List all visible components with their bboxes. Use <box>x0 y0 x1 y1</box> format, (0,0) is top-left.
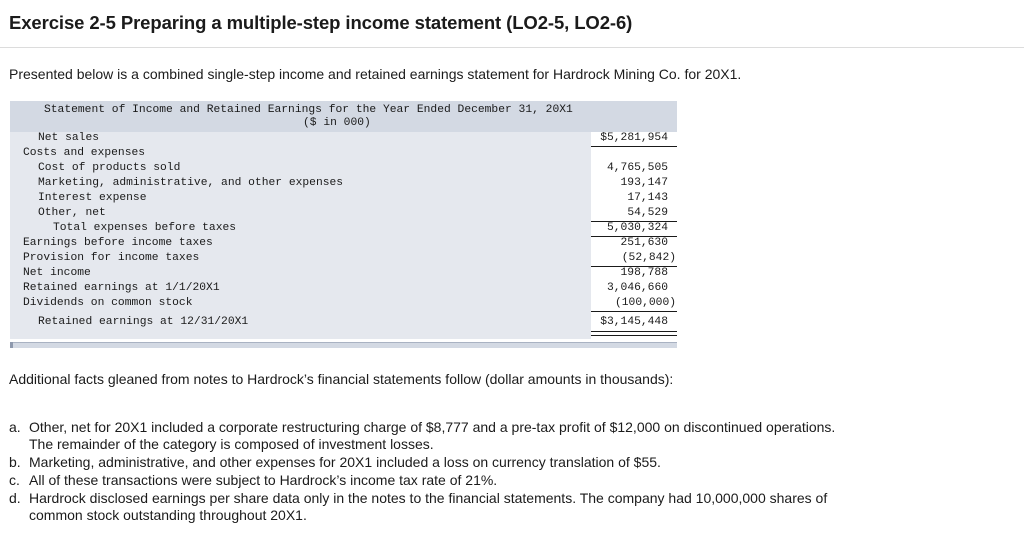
table-row <box>10 131 677 146</box>
row-amount: 5,030,324 <box>606 222 668 234</box>
statement-subtitle: ($ in 000) <box>303 117 371 129</box>
row-amount: $3,145,448 <box>600 316 668 328</box>
row-label: Costs and expenses <box>23 147 146 159</box>
row-label: Retained earnings at 12/31/20X1 <box>38 316 249 328</box>
row-amount: (100,000) <box>614 297 676 309</box>
row-label: Other, net <box>38 207 106 219</box>
row-amount: 3,046,660 <box>606 282 668 294</box>
row-label: Marketing, administrative, and other expenses <box>38 177 344 189</box>
fact-text: Other, net for 20X1 included a corporate restructuring charge of $8,777 and a pre-tax profit of $12,000 on discontinued operations. <box>29 419 836 435</box>
double-underline <box>591 331 677 336</box>
row-amount: 4,765,505 <box>606 162 668 174</box>
table-row <box>10 191 677 206</box>
statement-header <box>10 101 677 132</box>
fact-letter: c. <box>9 472 20 488</box>
table-row <box>10 206 677 221</box>
fact-letter: b. <box>9 454 21 470</box>
row-label: Provision for income taxes <box>23 252 200 264</box>
row-label: Earnings before income taxes <box>23 237 213 249</box>
list-item <box>9 490 1009 524</box>
table-row <box>10 236 677 251</box>
row-amount: 17,143 <box>627 192 668 204</box>
fact-text-continued: common stock outstanding throughout 20X1. <box>29 507 307 523</box>
table-row <box>10 176 677 191</box>
row-amount: 251,630 <box>620 237 668 249</box>
statement-footer-bar <box>10 342 677 348</box>
table-row <box>10 315 677 330</box>
fact-text: Marketing, administrative, and other expenses for 20X1 included a loss on currency translation of $55. <box>29 454 661 470</box>
statement-title: Statement of Income and Retained Earnings for the Year Ended December 31, 20X1 <box>44 104 573 116</box>
fact-letter: d. <box>9 490 21 506</box>
row-label: Net income <box>23 267 91 279</box>
table-row <box>10 161 677 176</box>
row-label: Dividends on common stock <box>23 297 193 309</box>
page-title: Exercise 2-5 Preparing a multiple-step income statement (LO2-5, LO2-6) <box>9 12 633 33</box>
row-amount: 198,788 <box>620 267 668 279</box>
fact-text-continued: The remainder of the category is composed of investment losses. <box>29 436 434 452</box>
row-label: Total expenses before taxes <box>53 222 237 234</box>
list-item <box>9 454 1009 471</box>
table-row <box>10 266 677 281</box>
table-row <box>10 146 677 161</box>
list-item <box>9 419 1009 453</box>
row-amount: 193,147 <box>620 177 668 189</box>
facts-list <box>9 419 1009 525</box>
list-item <box>9 472 1009 489</box>
row-label: Interest expense <box>38 192 147 204</box>
table-row <box>10 221 677 236</box>
title-divider <box>0 47 1024 48</box>
row-label: Net sales <box>38 132 100 144</box>
additional-facts-heading: Additional facts gleaned from notes to Hardrock’s financial statements follow (dollar amounts in thousands): <box>9 371 674 387</box>
table-row <box>10 251 677 266</box>
row-amount: 54,529 <box>627 207 668 219</box>
row-amount: $5,281,954 <box>600 132 668 144</box>
table-row <box>10 296 677 311</box>
fact-text: Hardrock disclosed earnings per share data only in the notes to the financial statements. The company had 10,000,000 shares of <box>29 490 828 506</box>
row-amount: (52,842) <box>621 252 676 264</box>
intro-text: Presented below is a combined single-step income and retained earnings statement for Hardrock Mining Co. for 20X1. <box>9 66 742 82</box>
underline <box>591 311 677 312</box>
table-row <box>10 281 677 296</box>
fact-text: All of these transactions were subject to Hardrock’s income tax rate of 21%. <box>29 472 498 488</box>
row-label: Cost of products sold <box>38 162 181 174</box>
row-label: Retained earnings at 1/1/20X1 <box>23 282 220 294</box>
income-statement-table <box>10 101 677 347</box>
fact-letter: a. <box>9 419 21 435</box>
